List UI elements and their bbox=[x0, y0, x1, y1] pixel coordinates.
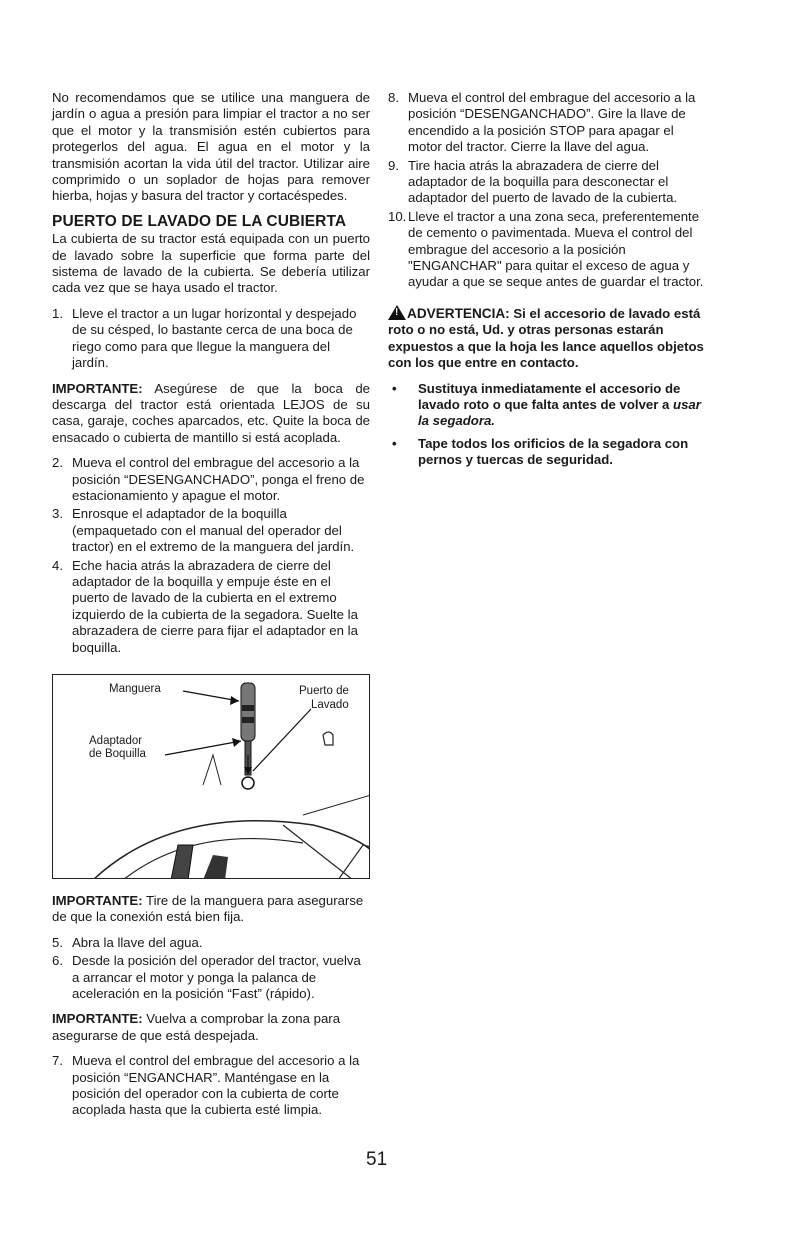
section-paragraph: La cubierta de su tractor está equipada con un puerto de lavado sobre la superficie que forma parte del sistema de lavado de la cubierta. Se debería utilizar cada vez que se haya usado el tractor. bbox=[52, 231, 370, 296]
important-note-1 bbox=[52, 381, 370, 447]
steps-list-right bbox=[388, 90, 710, 291]
warning-block bbox=[388, 305, 710, 372]
label-port-line2: Lavado bbox=[311, 699, 349, 711]
step-text: Lleve el tractor a una zona seca, preferentemente de cemento o pavimentada. Mueva el control del embrague del accesorio a la posición "ENGANCHAR" para quitar el exceso de agua y ayudar a que se seque antes de guardar el tractor. bbox=[408, 208, 704, 290]
step-6 bbox=[52, 953, 370, 1002]
bullet-dot-icon: • bbox=[392, 380, 397, 396]
bullet-dot-icon: • bbox=[392, 435, 397, 451]
warning-text: Si el accesorio de lavado está roto o no está, Ud. y otras personas estarán expuestos a que la hoja les lance aquellos objetos con los que entre en contacto. bbox=[388, 305, 704, 371]
label-adapter-line1: Adaptador bbox=[89, 735, 143, 747]
label-port-line1: Puerto de bbox=[299, 685, 349, 697]
page-number: 51 bbox=[366, 1149, 388, 1170]
steps-list-2 bbox=[52, 455, 370, 656]
left-column bbox=[52, 90, 370, 1128]
bullet-italic-text: usar la segadora. bbox=[418, 396, 701, 429]
step-9 bbox=[388, 158, 710, 207]
steps-list-3 bbox=[52, 935, 370, 1003]
step-number: 6. bbox=[52, 953, 63, 969]
step-10 bbox=[388, 209, 710, 291]
label-hose: Manguera bbox=[109, 683, 161, 695]
wash-port-illustration bbox=[52, 674, 370, 879]
bullet-item bbox=[388, 436, 710, 469]
important-label: IMPORTANTE: bbox=[52, 1011, 143, 1027]
important-note-2 bbox=[52, 893, 370, 926]
step-text: Desde la posición del operador del tractor, vuelva a arrancar el motor y ponga la palanca de aceleración en la posición “Fast” (rápido). bbox=[72, 953, 361, 1002]
bullet-text: Sustituya inmediatamente el accesorio de lavado roto o que falta antes de volver a bbox=[418, 380, 681, 412]
right-column bbox=[388, 90, 710, 475]
step-2 bbox=[52, 455, 370, 504]
steps-list-4 bbox=[52, 1053, 370, 1119]
step-number: 9. bbox=[388, 157, 399, 173]
step-8 bbox=[388, 90, 710, 156]
important-label: IMPORTANTE: bbox=[52, 380, 143, 396]
important-label: IMPORTANTE: bbox=[52, 893, 143, 908]
step-number: 3. bbox=[52, 506, 63, 522]
step-text: Lleve el tractor a un lugar horizontal y despejado de su césped, lo bastante cerca de una boca de riego como para que llegue la manguera del jardín. bbox=[72, 305, 357, 371]
step-text: Mueva el control del embrague del accesorio a la posición “ENGANCHAR”. Manténgase en la posición del operador con la cubierta de corte acoplada hasta que la cubierta esté limpia. bbox=[72, 1053, 360, 1118]
step-number: 5. bbox=[52, 934, 63, 950]
step-1 bbox=[52, 306, 370, 372]
intro-paragraph: No recomendamos que se utilice una manguera de jardín o agua a presión para limpiar el tractor a no ser que el motor y la transmisión estén cubiertos para protegerlos del agua. El agua en el motor y la transmisión acortan la vida útil del tractor. Utilizar aire comprimido o un soplador de hojas para remover hierba, hojas y basura del tractor y cortacéspedes. bbox=[52, 90, 370, 204]
step-7 bbox=[52, 1053, 370, 1119]
step-4 bbox=[52, 558, 370, 656]
warning-triangle-icon bbox=[388, 305, 406, 320]
step-text: Tire hacia atrás la abrazadera de cierre del adaptador de la boquilla para desconectar el adaptador del puerto de lavado de la cubierta. bbox=[408, 157, 678, 206]
bullet-text: Tape todos los orificios de la segadora con pernos y tuercas de seguridad. bbox=[418, 435, 689, 468]
section-heading: PUERTO DE LAVADO DE LA CUBIERTA bbox=[52, 212, 347, 230]
step-number: 7. bbox=[52, 1053, 63, 1069]
step-number: 4. bbox=[52, 557, 63, 573]
step-number: 8. bbox=[388, 90, 399, 105]
important-text: Vuelva a comprobar la zona para asegurarse de que está despejada. bbox=[52, 1011, 341, 1043]
step-text: Eche hacia atrás la abrazadera de cierre del adaptador de la boquilla y empuje éste en el puerto de lavado de la cubierta en el extremo izquierdo de la cubierta de la segadora. Suelte la abrazadera de cierre para fijar el adaptador en la boquilla. bbox=[72, 557, 358, 655]
step-text: Mueva el control del embrague del accesorio a la posición “DESENGANCHADO”. Gire la llave de encendido a la posición STOP para apagar el motor del tractor. Cierre la llave del agua. bbox=[408, 90, 696, 155]
step-3 bbox=[52, 506, 370, 555]
steps-list-1 bbox=[52, 306, 370, 372]
step-text: Abra la llave del agua. bbox=[72, 934, 203, 950]
step-number: 1. bbox=[52, 305, 63, 321]
step-number: 2. bbox=[52, 455, 63, 471]
warning-title: ADVERTENCIA: bbox=[407, 305, 510, 321]
important-note-3 bbox=[52, 1011, 370, 1044]
step-5 bbox=[52, 935, 370, 951]
bullet-item bbox=[388, 381, 710, 430]
step-text: Mueva el control del embrague del accesorio a la posición “DESENGANCHADO”, ponga el freno de estacionamiento y apague el motor. bbox=[72, 455, 365, 503]
warning-bullets bbox=[388, 381, 710, 469]
label-adapter-line2: de Boquilla bbox=[89, 748, 146, 760]
step-number: 10. bbox=[388, 208, 407, 224]
important-text: Asegúrese de que la boca de descarga del tractor está orientada LEJOS de su casa, garaje, coches aparcados, etc. Quite la boca de ensacado o cubierta de mantillo si está acoplada. bbox=[52, 380, 370, 445]
step-text: Enrosque el adaptador de la boquilla (empaquetado con el manual del operador del tractor) en el extremo de la manguera del jardín. bbox=[72, 506, 355, 555]
important-text: Tire de la manguera para asegurarse de que la conexión está bien fija. bbox=[52, 893, 364, 925]
